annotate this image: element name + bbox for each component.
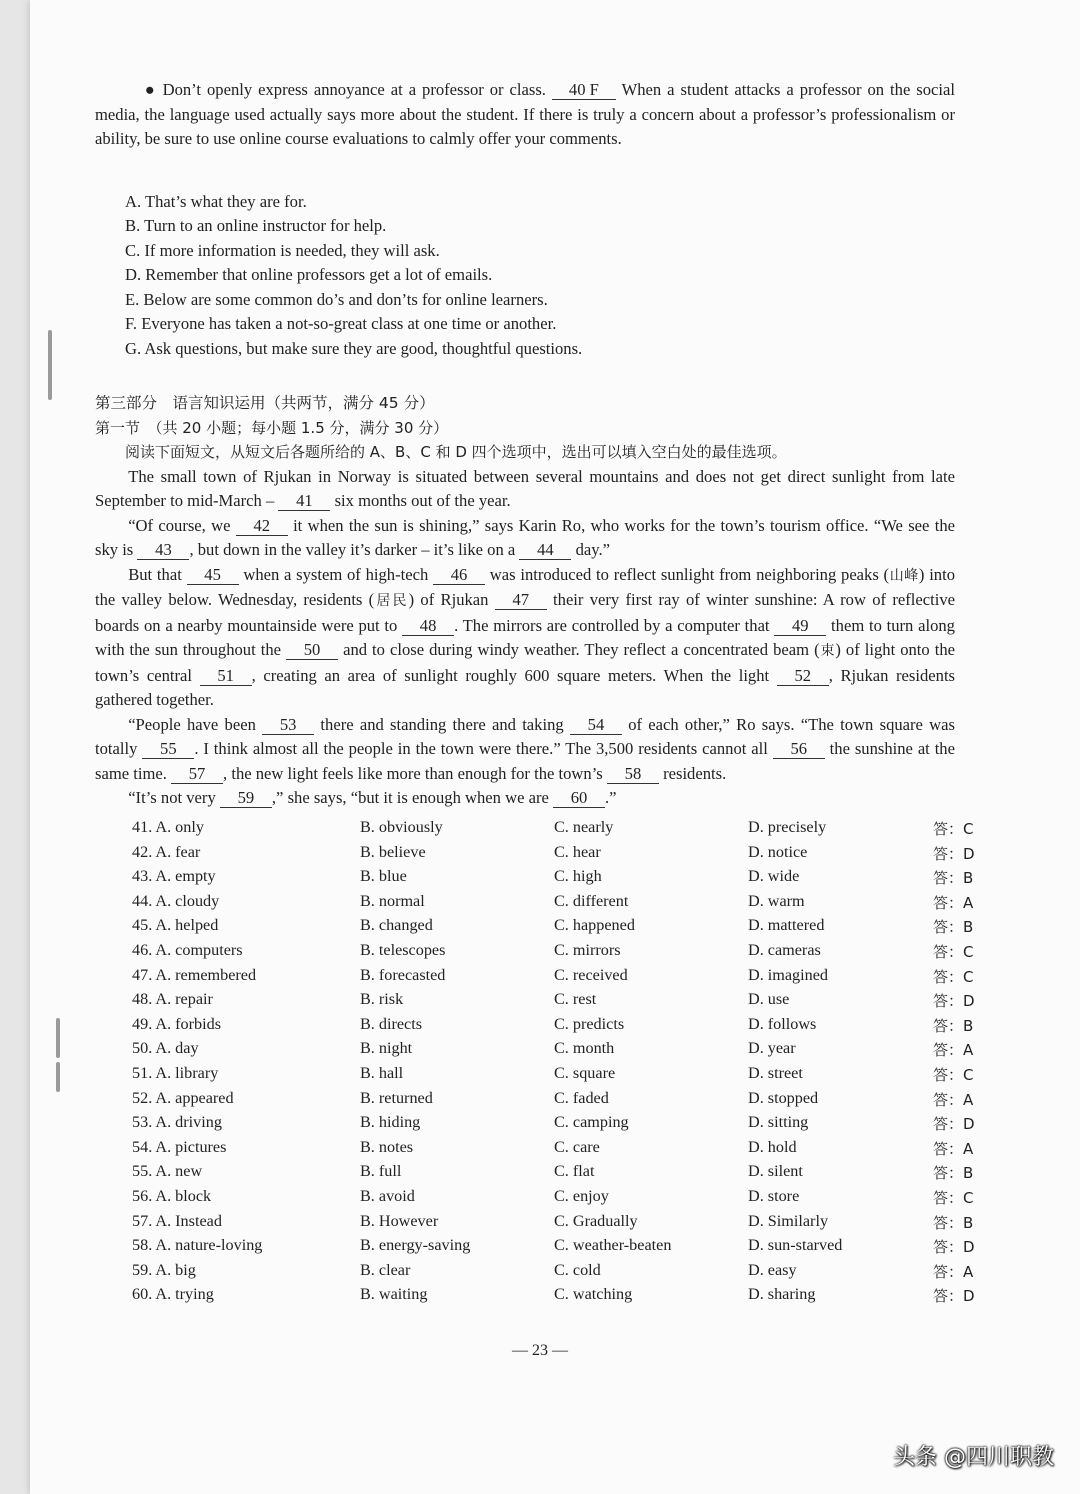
option-item: A. That’s what they are for.	[125, 191, 307, 211]
passage-text: their very first ray of winter sunshine: A row of reflective boards on a nearby mountainside were put to	[95, 590, 955, 635]
section-title: 第三部分 语言知识运用（共两节，满分 45 分）	[95, 394, 435, 412]
answer-key: 答：D	[933, 844, 975, 863]
question-row	[132, 818, 992, 843]
option-c: C. enjoy	[554, 1186, 609, 1205]
passage-gloss: 居民	[374, 593, 409, 609]
option-a: 55. A. new	[132, 1162, 203, 1181]
option-d: D. Similarly	[748, 1211, 829, 1230]
option-c: C. received	[554, 965, 628, 984]
passage-text: six months out of the year.	[334, 491, 511, 510]
answer-key: 答：D	[933, 1115, 975, 1134]
answer-key: 答：B	[933, 1213, 974, 1232]
option-c: C. faded	[554, 1088, 609, 1107]
option-a: 54. A. pictures	[132, 1137, 227, 1156]
passage-text: of each other,” Ro says. “The town square was totally	[95, 714, 955, 758]
option-d: D. precisely	[748, 818, 827, 836]
passage-text: ,” she says, “but it is enough when we are	[271, 788, 549, 807]
scan-left-edge	[0, 0, 30, 1494]
option-b: B. returned	[360, 1088, 433, 1107]
answer-key: 答：A	[933, 1139, 974, 1158]
option-a: 46. A. computers	[132, 940, 243, 959]
option-d: D. sun-starved	[748, 1236, 843, 1255]
option-b: B. night	[360, 1039, 413, 1058]
blank-44: 44	[519, 541, 571, 560]
option-d: D. cameras	[748, 940, 821, 959]
blank-40: 40 F	[552, 81, 616, 100]
section-instruction: 阅读下面短文，从短文后各题所给的 A、B、C 和 D 四个选项中，选出可以填入空白处的最佳选项。	[125, 443, 787, 461]
option-c: C. watching	[554, 1285, 633, 1304]
option-b: B. believe	[360, 842, 426, 861]
blank-52: 52	[777, 667, 829, 686]
answer-key: 答：D	[933, 1287, 975, 1306]
passage-text: . I think almost all the people in the town were there.” The 3,500 residents cannot all	[194, 739, 768, 758]
passage-text: “People have been	[128, 714, 256, 734]
passage-text: there and standing there and taking	[320, 714, 564, 734]
option-c: C. happened	[554, 916, 635, 935]
passage-text: them to turn along with the sun throughout the	[95, 615, 955, 659]
passage-text: was introduced to reflect sunlight from neighboring peaks (	[489, 564, 890, 584]
passage-paragraph	[95, 563, 955, 713]
option-a: 59. A. big	[132, 1260, 196, 1279]
option-a: 42. A. fear	[132, 842, 201, 861]
passage-gloss: 束	[819, 643, 836, 659]
option-a: 58. A. nature-loving	[132, 1236, 263, 1255]
passage-text: “It’s not very	[128, 788, 216, 807]
option-b: B. hiding	[360, 1113, 421, 1132]
option-c: C. high	[554, 867, 602, 886]
passage-text: the sunshine at the same time.	[95, 739, 955, 783]
option-d: D. street	[748, 1063, 803, 1082]
option-b: B. obviously	[360, 818, 443, 836]
option-c: C. care	[554, 1137, 600, 1156]
answer-key: 答：A	[933, 1262, 974, 1281]
passage-paragraph	[95, 713, 955, 787]
passage-paragraph	[95, 786, 955, 811]
passage-text: “Of course, we	[128, 515, 231, 535]
option-c: C. cold	[554, 1260, 601, 1279]
blank-51: 51	[200, 667, 252, 686]
passage-text: .”	[605, 788, 617, 807]
answer-key: 答：C	[933, 1065, 974, 1084]
option-c: C. camping	[554, 1113, 629, 1132]
answer-key: 答：A	[933, 1090, 974, 1109]
option-item: D. Remember that online professors get a lot of emails.	[125, 265, 493, 284]
option-b: B. directs	[360, 1014, 423, 1033]
answer-key: 答：B	[933, 1164, 974, 1183]
question-row	[132, 1064, 992, 1089]
question-row	[132, 867, 992, 892]
blank-43: 43	[137, 541, 189, 560]
question-row	[132, 1015, 992, 1040]
passage-text: and to close during windy weather. They reflect a concentrated beam (	[343, 640, 820, 659]
option-b: B. telescopes	[360, 940, 446, 959]
option-b: B. notes	[360, 1137, 414, 1156]
option-a: 53. A. driving	[132, 1113, 222, 1132]
question-row	[132, 892, 992, 917]
option-c: C. mirrors	[554, 940, 621, 959]
passage-paragraph	[95, 514, 955, 563]
question-row	[132, 843, 992, 868]
passage-gloss: 山峰	[889, 567, 919, 584]
blank-42: 42	[236, 517, 288, 536]
question-row	[132, 916, 992, 941]
binding-mark	[48, 330, 52, 400]
blank-50: 50	[286, 641, 338, 660]
question-row	[132, 1039, 992, 1064]
option-b: B. full	[360, 1162, 402, 1181]
option-b: B. risk	[360, 990, 404, 1009]
intro-text: When a student attacks a professor on the social media, the language used actually says more about the student. If there is truly a concern about a professor’s professionalism or ability, be sure to use online course evaluations to calmly offer your comments.	[95, 80, 955, 148]
watermark: 头条 @四川职教	[893, 1445, 1054, 1470]
question-row	[132, 1285, 992, 1310]
option-b: B. waiting	[360, 1285, 428, 1304]
blank-58: 58	[607, 765, 659, 784]
passage-text: ) of light onto the town’s central	[95, 640, 955, 685]
passage-text: ) of Rjukan	[408, 590, 489, 609]
option-item: G. Ask questions, but make sure they are good, thoughtful questions.	[125, 338, 583, 358]
option-c: C. weather-beaten	[554, 1236, 672, 1255]
blank-59: 59	[220, 789, 272, 808]
option-b: B. clear	[360, 1260, 411, 1279]
options-list	[125, 190, 955, 362]
option-a: 52. A. appeared	[132, 1088, 234, 1107]
answer-key: 答：C	[933, 942, 974, 961]
blank-41: 41	[278, 492, 330, 511]
option-d: D. imagined	[748, 965, 829, 984]
option-d: D. store	[748, 1186, 800, 1205]
blank-56: 56	[773, 740, 825, 759]
passage-paragraph	[95, 465, 955, 514]
binding-mark	[56, 1062, 60, 1092]
option-c: C. different	[554, 891, 629, 910]
answer-key: 答：C	[933, 820, 974, 838]
question-row	[132, 1089, 992, 1114]
answer-key: 答：A	[933, 893, 974, 912]
option-c: C. square	[554, 1063, 616, 1082]
option-a: 44. A. cloudy	[132, 891, 220, 910]
blank-45: 45	[187, 566, 239, 585]
page-content	[95, 78, 955, 811]
passage-text: , Rjukan residents gathered together.	[95, 665, 956, 709]
option-d: D. notice	[748, 842, 808, 861]
blank-46: 46	[433, 566, 485, 585]
option-d: D. follows	[748, 1014, 817, 1033]
option-a: 51. A. library	[132, 1063, 219, 1082]
option-b: B. forecasted	[360, 965, 446, 984]
option-c: C. nearly	[554, 818, 614, 836]
option-b: B. blue	[360, 867, 407, 886]
answer-key: 答：B	[933, 918, 974, 937]
option-d: D. sitting	[748, 1113, 809, 1132]
passage-text: day.”	[575, 540, 610, 559]
page-number: — 23 —	[512, 1342, 568, 1359]
option-d: D. wide	[748, 867, 800, 886]
blank-54: 54	[570, 716, 622, 735]
passage-text: it when the sun is shining,” says Karin Ro, who works for the town’s tourism office. “We see the sky is	[95, 515, 955, 559]
answer-key: 答：D	[933, 992, 975, 1011]
section-subtitle: 第一节 （共 20 小题；每小题 1.5 分，满分 30 分）	[95, 418, 449, 437]
blank-47: 47	[495, 591, 547, 610]
option-b: B. changed	[360, 916, 433, 935]
option-b: B. avoid	[360, 1186, 415, 1205]
option-c: C. Gradually	[554, 1211, 638, 1230]
option-d: D. hold	[748, 1137, 797, 1156]
option-d: D. easy	[748, 1260, 797, 1279]
option-a: 47. A. remembered	[132, 965, 257, 984]
blank-60: 60	[553, 789, 605, 808]
option-a: 43. A. empty	[132, 867, 216, 886]
option-a: 45. A. helped	[132, 916, 219, 935]
answer-key: 答：B	[933, 1016, 974, 1035]
passage-text: . The mirrors are controlled by a computer that	[454, 615, 770, 635]
answer-key: 答：C	[933, 1188, 974, 1207]
option-d: D. year	[748, 1039, 796, 1058]
question-row	[132, 1212, 992, 1237]
intro-paragraph	[95, 78, 955, 152]
option-a: 50. A. day	[132, 1039, 199, 1058]
blank-49: 49	[774, 617, 826, 636]
intro-text: ● Don’t openly express annoyance at a professor or class.	[144, 80, 546, 99]
answer-key: 答：D	[933, 1238, 975, 1257]
question-row	[132, 941, 992, 966]
passage-text: , the new light feels like more than enough for the town’s	[223, 763, 603, 783]
option-d: D. silent	[748, 1162, 803, 1181]
option-item: B. Turn to an online instructor for help.	[125, 216, 387, 235]
option-a: 60. A. trying	[132, 1285, 214, 1304]
option-b: B. energy-saving	[360, 1236, 471, 1255]
passage-text: The small town of Rjukan in Norway is situated between several mountains and does not get direct sunlight from late September to mid-March –	[95, 466, 955, 510]
option-d: D. mattered	[748, 916, 825, 935]
option-item: F. Everyone has taken a not-so-great class at one time or another.	[125, 314, 557, 333]
option-a: 57. A. Instead	[132, 1211, 222, 1230]
option-c: C. month	[554, 1039, 615, 1058]
option-item: C. If more information is needed, they will ask.	[125, 240, 440, 260]
blank-55: 55	[142, 740, 194, 759]
passage-text: residents.	[663, 763, 727, 783]
option-d: D. use	[748, 990, 790, 1009]
option-c: C. predicts	[554, 1014, 625, 1033]
option-item: E. Below are some common do’s and don’ts for online learners.	[125, 289, 548, 309]
option-b: B. hall	[360, 1063, 404, 1082]
blank-48: 48	[402, 617, 454, 636]
passage-text: ) into the valley below. Wednesday, residents (	[95, 564, 956, 609]
question-row	[132, 1138, 992, 1163]
binding-mark	[56, 1018, 60, 1058]
passage-text: , creating an area of sunlight roughly 600 square meters. When the light	[251, 665, 770, 685]
option-b: B. normal	[360, 891, 425, 910]
passage-text: , but down in the valley it’s darker – it’s like on a	[189, 540, 516, 559]
option-c: C. flat	[554, 1162, 595, 1181]
option-a: 41. A. only	[132, 818, 204, 836]
blank-57: 57	[171, 765, 223, 784]
option-c: C. hear	[554, 842, 601, 861]
passage-text: when a system of high-tech	[243, 564, 429, 584]
question-row	[132, 1187, 992, 1212]
question-row	[132, 1236, 992, 1261]
answer-key: 答：A	[933, 1041, 974, 1060]
answer-key: 答：B	[933, 869, 974, 888]
question-row	[132, 1113, 992, 1138]
question-row	[132, 1261, 992, 1286]
answer-key: 答：C	[933, 967, 974, 986]
option-a: 48. A. repair	[132, 990, 213, 1009]
question-row	[132, 990, 992, 1015]
option-a: 49. A. forbids	[132, 1014, 222, 1033]
option-d: D. sharing	[748, 1285, 816, 1304]
option-d: D. warm	[748, 891, 805, 910]
question-row	[132, 1162, 992, 1187]
question-row	[132, 966, 992, 991]
question-options-grid	[132, 818, 992, 1310]
passage-text: But that	[128, 564, 182, 584]
option-b: B. However	[360, 1211, 439, 1230]
option-a: 56. A. block	[132, 1186, 212, 1205]
option-d: D. stopped	[748, 1088, 819, 1107]
blank-53: 53	[262, 716, 314, 735]
option-c: C. rest	[554, 990, 597, 1009]
